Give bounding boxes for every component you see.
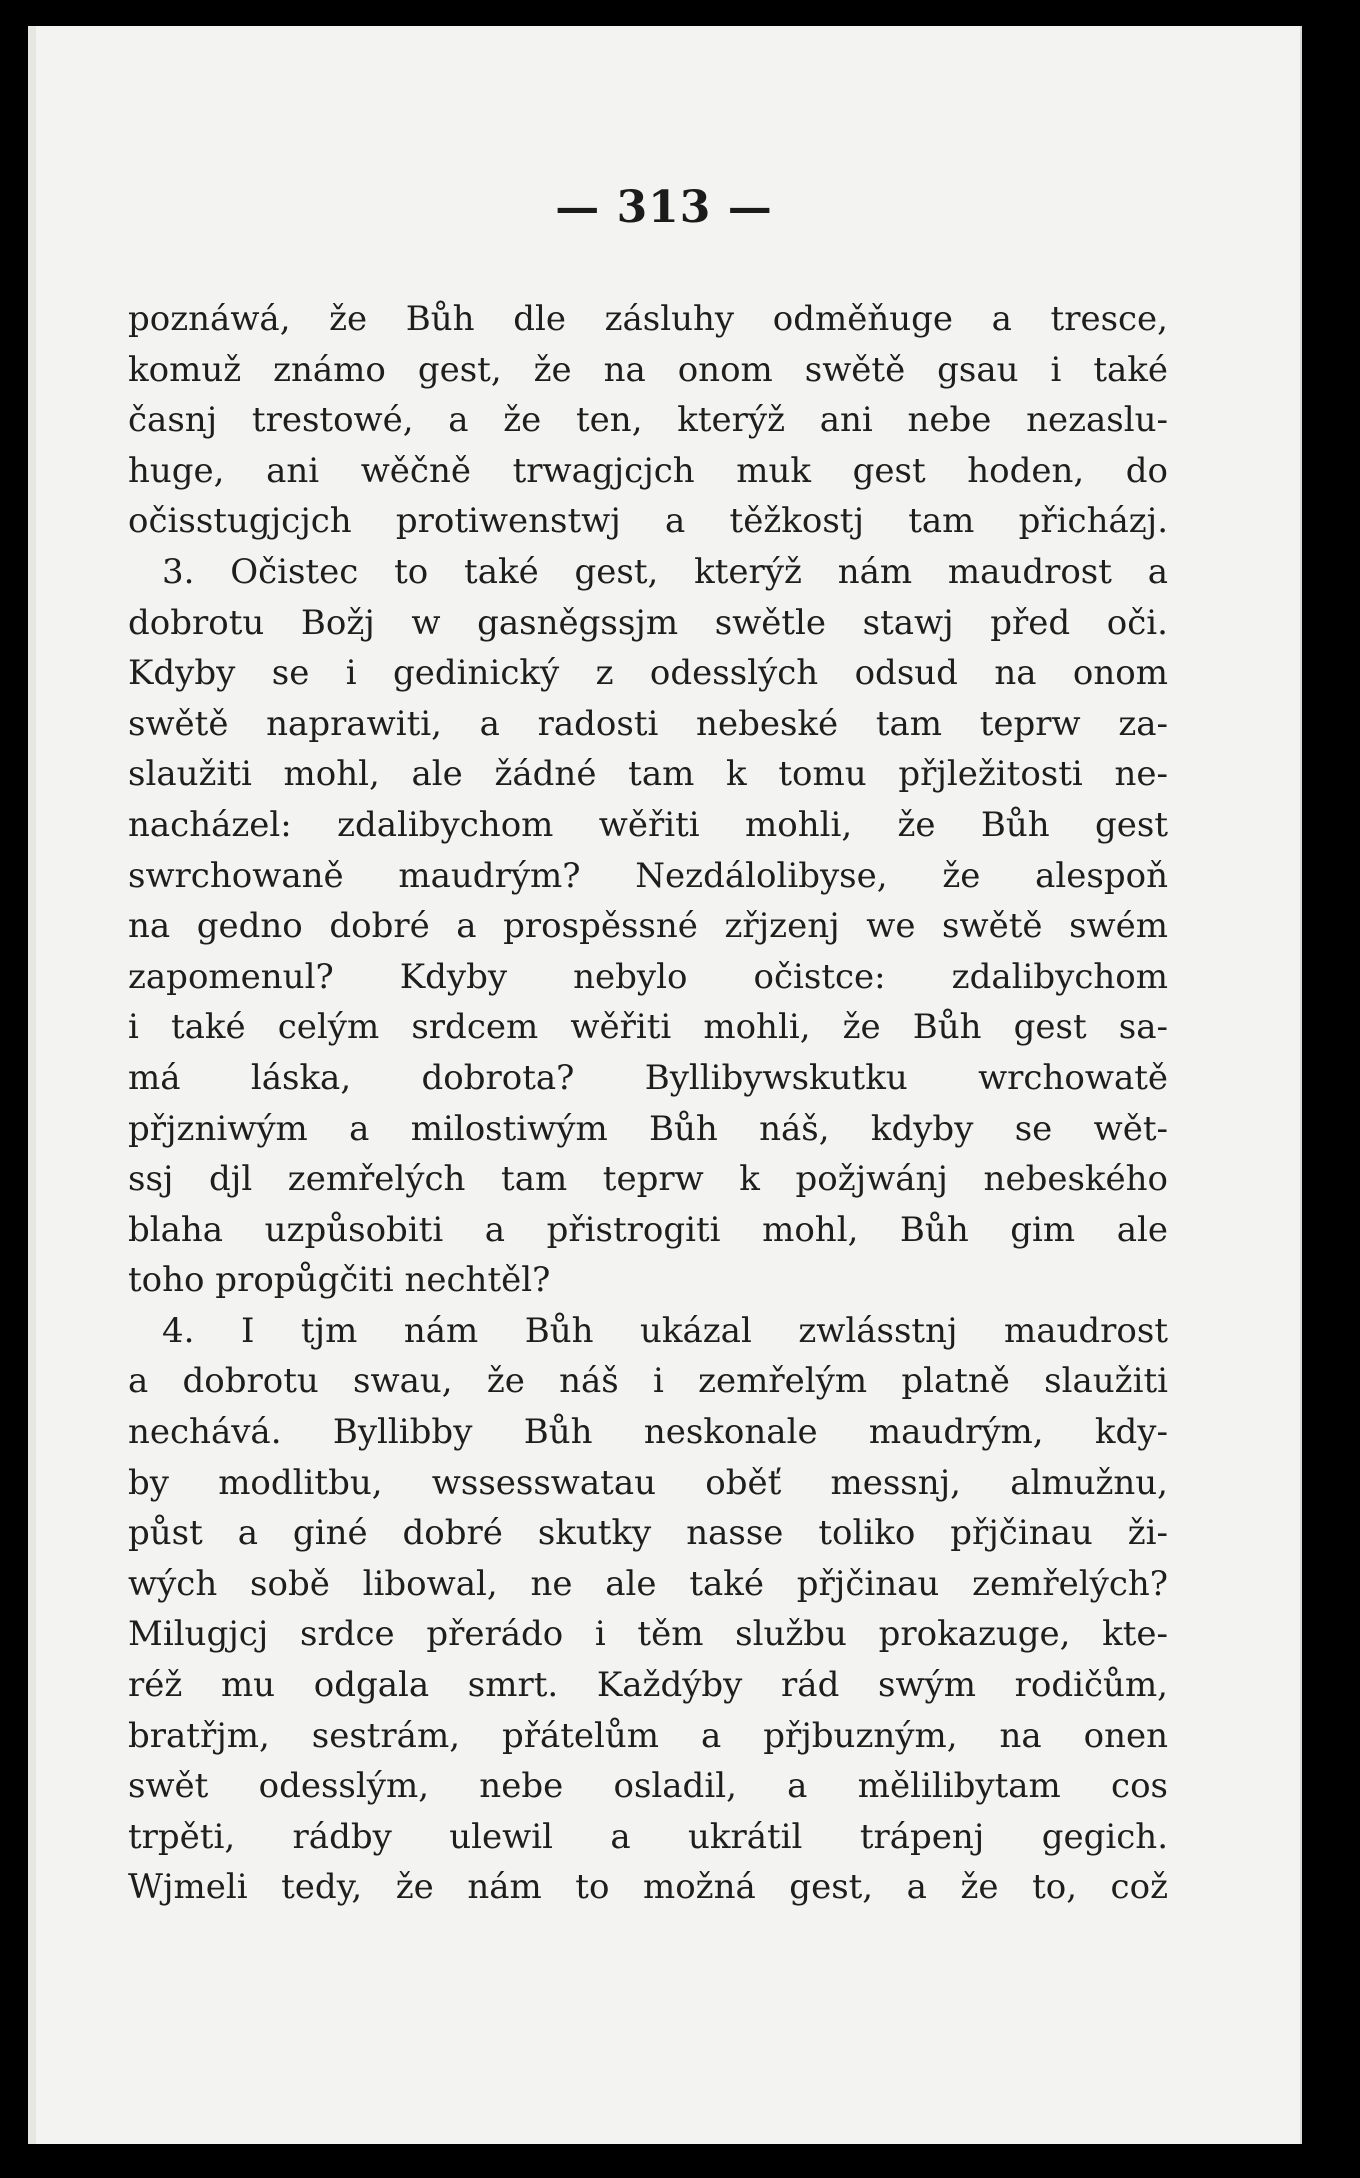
text-line: bratřjm, sestrám, přátelům a přjbuzným, na onen	[128, 1715, 1168, 1756]
book-page	[28, 26, 1302, 2144]
text-line: a dobrotu swau, že náš i zemřelým platně slaužiti	[128, 1361, 1168, 1402]
text-line: poznáwá, že Bůh dle zásluhy odměňuge a tresce,	[128, 299, 1168, 339]
text-line: zapomenul? Kdyby nebylo očistce: zdalibychom	[128, 956, 1168, 997]
text-line: wých sobě libowal, ne ale také přjčinau zemřelých?	[128, 1563, 1168, 1604]
text-line: Kdyby se i gedinický z odesslých odsud na onom	[128, 653, 1168, 694]
text-line: očisstugjcjch protiwenstwj a těžkostj tam přicházj.	[128, 501, 1168, 542]
text-line: na gedno dobré a prospěssné zřjzenj we swětě swém	[128, 906, 1168, 947]
text-line: komuž známo gest, že na onom swětě gsau i také	[128, 349, 1168, 390]
text-line: blaha uzpůsobiti a přistrogiti mohl, Bůh gim ale	[128, 1209, 1168, 1250]
text-line: swětě naprawiti, a radosti nebeské tam teprw za-	[128, 703, 1168, 744]
text-line: slaužiti mohl, ale žádné tam k tomu přjležitosti ne-	[128, 754, 1168, 795]
text-line: huge, ani wěčně trwagjcjch muk gest hoden, do	[128, 450, 1168, 491]
text-line: časnj trestowé, a že ten, kterýž ani nebe nezaslu-	[128, 400, 1168, 441]
text-line: toho propůgčiti nechtěl?	[128, 1260, 551, 1301]
scan-edge	[28, 26, 36, 2144]
text-line: přjzniwým a milostiwým Bůh náš, kdyby se wět-	[128, 1108, 1168, 1149]
text-line: půst a giné dobré skutky nasse toliko přjčinau ži-	[128, 1513, 1168, 1554]
text-line: réž mu odgala smrt. Každýby rád swým rodičům,	[128, 1665, 1168, 1706]
text-line: 4. I tjm nám Bůh ukázal zwlásstnj maudrost	[162, 1310, 1168, 1351]
text-line: nacházel: zdalibychom wěřiti mohli, že Bůh gest	[128, 804, 1168, 845]
body-text	[128, 294, 1168, 1913]
text-line: trpěti, rádby ulewil a ukrátil trápenj gegich.	[128, 1816, 1168, 1857]
text-line: i také celým srdcem wěřiti mohli, že Bůh gest sa-	[128, 1007, 1168, 1048]
page-number: — 313 —	[555, 182, 773, 233]
text-line: dobrotu Božj w gasněgssjm swětle stawj před oči.	[128, 602, 1168, 643]
text-line: ssj djl zemřelých tam teprw k požjwánj nebeského	[128, 1159, 1168, 1200]
text-line: swrchowaně maudrým? Nezdálolibyse, že alespoň	[128, 855, 1168, 896]
text-line: má láska, dobrota? Byllibywskutku wrchowatě	[128, 1057, 1168, 1098]
text-line: Wjmeli tedy, že nám to možná gest, a že to, což	[128, 1867, 1168, 1908]
text-line: swět odesslým, nebe osladil, a mělilibytam cos	[128, 1766, 1168, 1807]
text-line: Milugjcj srdce přerádo i těm službu prokazuge, kte-	[128, 1614, 1168, 1655]
text-line: by modlitbu, wssesswatau oběť messnj, almužnu,	[128, 1462, 1168, 1503]
text-line: nechává. Byllibby Bůh neskonale maudrým, kdy-	[128, 1412, 1168, 1453]
text-line: 3. Očistec to také gest, kterýž nám maudrost a	[162, 551, 1168, 592]
